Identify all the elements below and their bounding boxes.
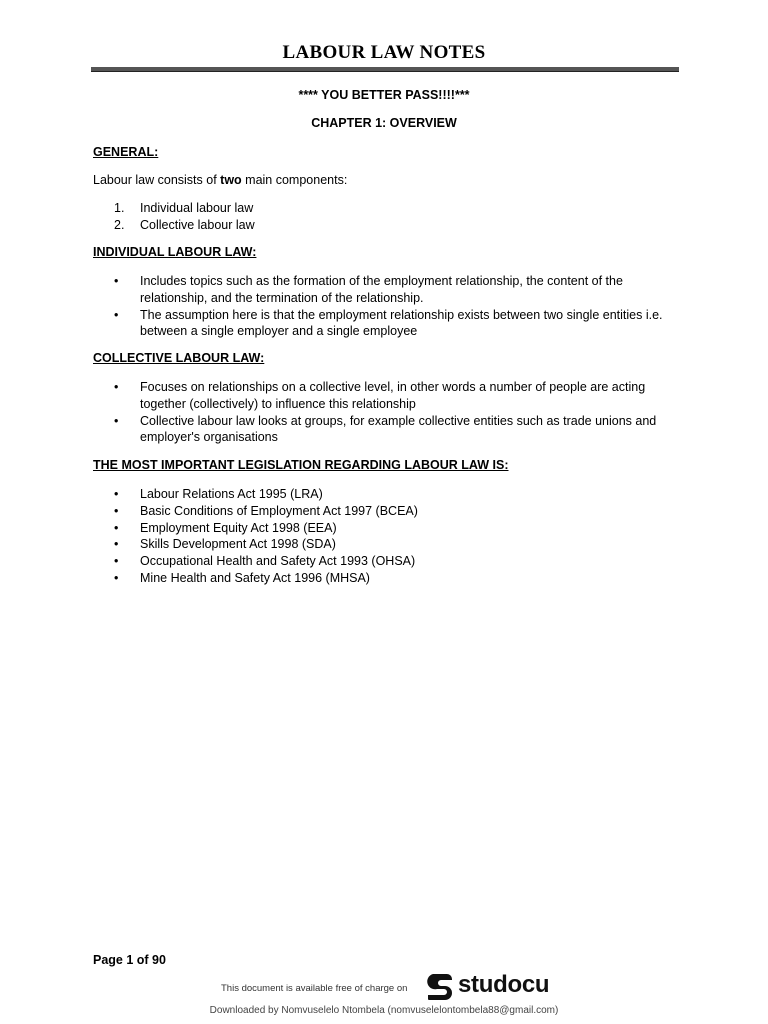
list-item <box>93 200 683 217</box>
legislation-bullet-list <box>93 486 683 587</box>
collective-heading: COLLECTIVE LABOUR LAW: <box>93 351 265 365</box>
list-item-text: Employment Equity Act 1998 (EEA) <box>140 520 337 535</box>
general-heading: GENERAL: <box>93 145 159 159</box>
bullet-icon: • <box>114 503 119 518</box>
list-item <box>93 273 683 307</box>
list-item <box>93 520 683 537</box>
bullet-icon: • <box>114 307 119 322</box>
list-item <box>93 486 683 503</box>
bullet-icon: • <box>114 570 119 585</box>
bullet-icon: • <box>114 274 119 288</box>
document-title: LABOUR LAW NOTES <box>282 42 486 63</box>
list-item <box>93 503 683 520</box>
list-item-text: Mine Health and Safety Act 1996 (MHSA) <box>140 570 370 585</box>
list-item-text: Individual labour law <box>140 201 254 215</box>
studocu-logo[interactable] <box>425 970 549 1000</box>
general-intro <box>93 173 347 187</box>
list-item-text: Focuses on relationships on a collective level, in other words a number of people are acting together (collectively) to influence this relationship <box>140 380 646 411</box>
general-intro-bold: two <box>220 173 242 187</box>
bullet-icon: • <box>114 520 119 535</box>
list-item <box>93 217 683 234</box>
collective-bullet-list <box>93 379 683 446</box>
individual-bullet-list <box>93 273 683 340</box>
list-item-text: Collective labour law <box>140 217 255 232</box>
list-item-text: Includes topics such as the formation of the employment relationship, the content of the relationship, and the termination of the relationship. <box>140 274 623 305</box>
download-attribution: Downloaded by Nomvuselelo Ntombela (nomvuselelontombela88@gmail.com) <box>209 1005 559 1016</box>
bullet-icon: • <box>114 380 119 394</box>
title-underline-rule <box>91 67 679 72</box>
list-item <box>93 307 683 341</box>
bullet-icon: • <box>114 537 119 552</box>
list-item-text: Occupational Health and Safety Act 1993 (OHSA) <box>140 554 416 569</box>
list-item <box>93 570 683 587</box>
page-number: Page 1 of 90 <box>93 953 166 967</box>
bullet-icon: • <box>114 554 119 569</box>
individual-heading: INDIVIDUAL LABOUR LAW: <box>93 245 257 259</box>
studocu-wordmark: studocu <box>458 971 550 998</box>
list-item <box>93 413 683 447</box>
list-item-text: The assumption here is that the employment relationship exists between two single entities i.e. between a single employer and a single employee <box>140 307 663 339</box>
bullet-icon: • <box>114 413 119 428</box>
list-item <box>93 379 683 413</box>
list-item <box>93 553 683 570</box>
general-intro-end: main components: <box>241 173 348 187</box>
list-number: 1. <box>114 201 125 215</box>
tagline: **** YOU BETTER PASS!!!!*** <box>298 88 470 102</box>
list-number: 2. <box>114 217 125 232</box>
chapter-heading: CHAPTER 1: OVERVIEW <box>311 116 457 130</box>
legislation-heading: THE MOST IMPORTANT LEGISLATION REGARDING LABOUR LAW IS: <box>93 458 509 472</box>
general-numbered-list <box>93 200 683 234</box>
general-intro-start: Labour law consists of <box>93 173 221 187</box>
bullet-icon: • <box>114 487 119 501</box>
list-item-text: Skills Development Act 1998 (SDA) <box>140 537 336 552</box>
list-item-text: Collective labour law looks at groups, for example collective entities such as trade unions and employer's organisations <box>140 413 657 445</box>
list-item <box>93 536 683 553</box>
studocu-logo-icon <box>425 970 455 1000</box>
availability-note: This document is available free of charge on <box>221 983 408 994</box>
list-item-text: Labour Relations Act 1995 (LRA) <box>140 487 323 501</box>
list-item-text: Basic Conditions of Employment Act 1997 (BCEA) <box>140 503 418 518</box>
